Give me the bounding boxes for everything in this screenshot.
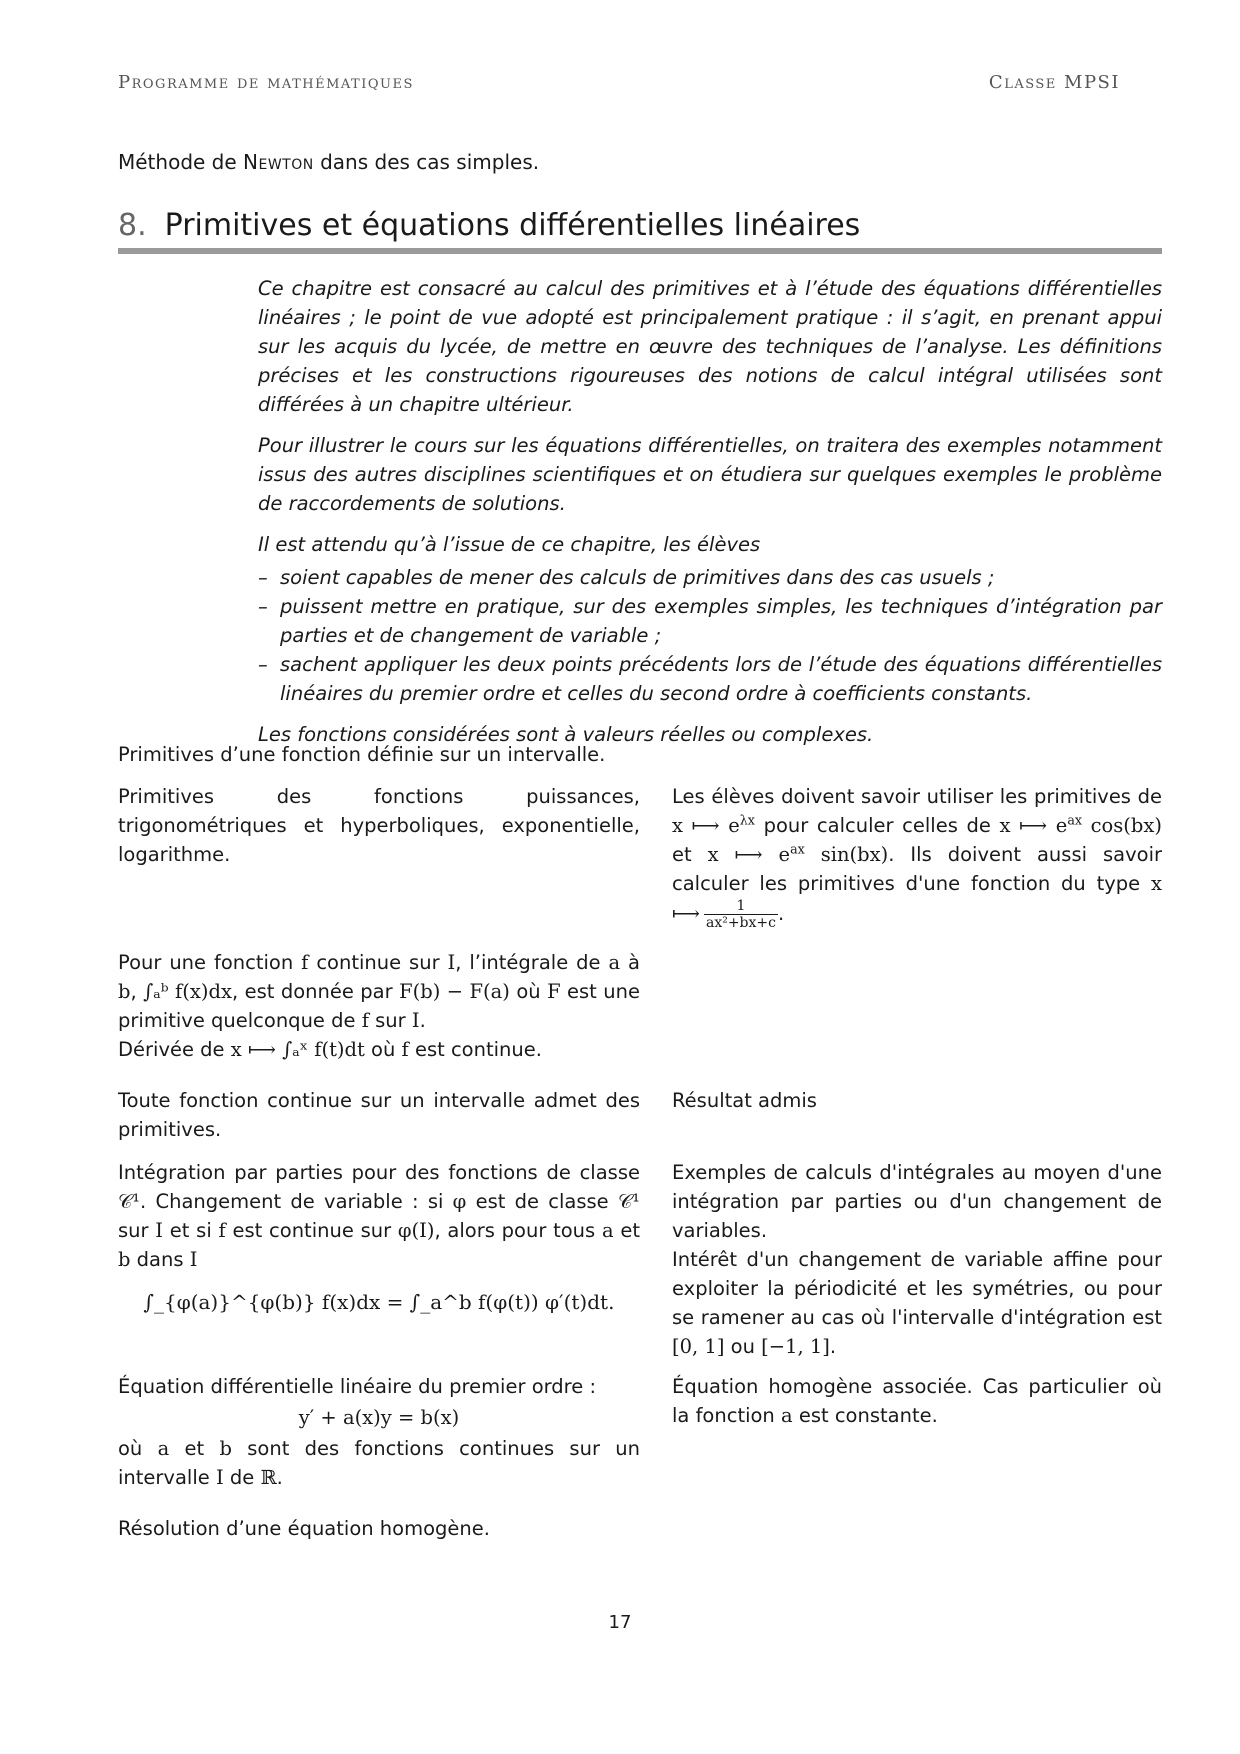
formula: 𝒞¹ xyxy=(118,1190,141,1213)
formula: b xyxy=(118,980,131,1003)
formula: a xyxy=(781,1404,793,1427)
text: où xyxy=(118,1437,158,1460)
text: , l’intégrale de xyxy=(455,951,609,974)
text: Pour une fonction xyxy=(118,951,302,974)
formula: f xyxy=(218,1219,226,1242)
formula: 𝒞¹ xyxy=(617,1190,640,1213)
page-number: 17 xyxy=(608,1612,632,1633)
formula: I xyxy=(189,1248,198,1271)
formula: f xyxy=(301,951,309,974)
formula: x ⟼ ∫ₐˣ f(t)dt xyxy=(230,1038,365,1061)
formula: [0, 1] xyxy=(672,1335,725,1358)
text: est de classe xyxy=(466,1190,618,1213)
formula: x ⟼ e xyxy=(672,814,740,837)
text: est continue. xyxy=(408,1038,542,1061)
intro-paragraph-2: Pour illustrer le cours sur les équations différentielles, on traitera des exemples notamment issus des autres disciplines scientifiques et on étudiera sur quelques exemples le problème de raccordements de solutions. xyxy=(258,434,1162,515)
text: est continue sur xyxy=(225,1219,398,1242)
lead-text-after: dans des cas simples. xyxy=(313,150,540,174)
lead-name-newton: Newton xyxy=(243,150,314,174)
text-block xyxy=(118,1434,640,1492)
text: continue sur xyxy=(308,951,448,974)
text: et xyxy=(169,1437,220,1460)
formula: cos(bx) xyxy=(1082,814,1163,837)
section-title xyxy=(118,208,860,243)
formula: [−1, 1] xyxy=(761,1335,830,1358)
formula: f xyxy=(361,1009,369,1032)
text: et xyxy=(613,1219,641,1242)
text: , est donnée par xyxy=(231,980,400,1003)
intro-objectives-list xyxy=(258,563,1162,708)
formula: a xyxy=(601,1219,614,1242)
formula: sin(bx) xyxy=(804,843,889,866)
formula-exponent: ax xyxy=(1067,812,1082,828)
list-item: – soient capables de mener des calculs de primitives dans des cas usuels ; xyxy=(258,563,1162,592)
formula: ℝ xyxy=(260,1466,277,1489)
text: Dérivée de xyxy=(118,1038,231,1061)
row-continuous-primitive-right: Résultat admis xyxy=(672,1089,817,1112)
formula: x ⟼ xyxy=(672,872,1162,925)
intro-paragraph-3: Il est attendu qu’à l’issue de ce chapitre, les élèves xyxy=(258,533,761,556)
text: où xyxy=(364,1038,402,1061)
list-item: – puissent mettre en pratique, sur des exemples simples, les techniques d’intégration par parties et de changement de variable ; xyxy=(258,592,1162,650)
text: où xyxy=(509,980,548,1003)
section-number: 8. xyxy=(118,208,147,243)
text: . Changement de variable : si xyxy=(140,1190,453,1213)
text: et si xyxy=(163,1219,219,1242)
formula: x ⟼ e xyxy=(707,843,791,866)
text: de xyxy=(223,1466,261,1489)
section-title-text: Primitives et équations différentielles linéaires xyxy=(164,208,861,243)
row-homogeneous-resolution-left: Résolution d’une équation homogène. xyxy=(118,1517,490,1540)
fraction-numerator: 1 xyxy=(704,898,778,915)
text: Intégration par parties pour des fonctions de classe xyxy=(118,1161,640,1184)
text: . xyxy=(419,1009,426,1032)
fraction-denominator: ax²+bx+c xyxy=(705,915,776,931)
text: est une primitive quelconque de xyxy=(118,980,640,1032)
running-header-right: Classe MPSI xyxy=(988,72,1120,93)
row-integration-by-parts-right xyxy=(672,1158,1162,1361)
formula: I xyxy=(215,1466,224,1489)
text: à xyxy=(620,951,641,974)
text: . xyxy=(276,1466,283,1489)
text: ou xyxy=(724,1335,762,1358)
text: sur xyxy=(368,1009,412,1032)
formula: F(b) − F(a) xyxy=(399,980,510,1003)
formula: φ xyxy=(452,1190,467,1213)
text: , alors pour tous xyxy=(434,1219,602,1242)
formula: I xyxy=(447,951,456,974)
change-of-variable-formula: ∫_{φ(a)}^{φ(b)} f(x)dx = ∫_a^b f(φ(t)) φ′(t)dt. xyxy=(143,1290,615,1314)
first-order-equation-formula: y′ + a(x)y = b(x) xyxy=(298,1406,460,1429)
fraction xyxy=(704,898,778,931)
running-header-left: Programme de mathématiques xyxy=(118,72,414,93)
row-primitives-usual-left: Primitives des fonctions puissances, trigonométriques et hyperboliques, exponentielle, logarithme. xyxy=(118,785,640,866)
text: sur xyxy=(118,1219,156,1242)
formula: a xyxy=(157,1437,170,1460)
text: dans xyxy=(130,1248,190,1271)
text: sont des fonctions continues sur un intervalle xyxy=(118,1437,640,1489)
text: et xyxy=(672,843,708,866)
formula: I xyxy=(411,1009,420,1032)
row-continuous-primitive-left: Toute fonction continue sur un intervalle admet des primitives. xyxy=(118,1089,640,1141)
row-primitives-usual-right xyxy=(672,782,1162,931)
text: Équation homogène associée. Cas particulier où la fonction xyxy=(672,1375,1162,1427)
row-primitives-heading: Primitives d’une fonction définie sur un intervalle. xyxy=(118,743,606,766)
text: pour calculer celles de xyxy=(754,814,1000,837)
text: . xyxy=(777,902,785,925)
row-first-order-equation-left xyxy=(118,1372,640,1492)
text: , xyxy=(130,980,144,1003)
formula-exponent: λx xyxy=(739,812,755,828)
chapter-intro xyxy=(258,274,1162,761)
formula: f xyxy=(401,1038,409,1061)
text: Les élèves doivent savoir utiliser les primitives de xyxy=(672,785,1162,808)
text: . Ils doivent aussi savoir calculer les primitives d'une fonction du type xyxy=(672,843,1163,895)
section-rule xyxy=(118,248,1162,254)
text: . xyxy=(829,1335,837,1358)
text: Équation différentielle linéaire du premier ordre : xyxy=(118,1375,597,1398)
intro-paragraph-4: Les fonctions considérées sont à valeurs réelles ou complexes. xyxy=(258,723,874,746)
formula: a xyxy=(608,951,621,974)
formula: b xyxy=(219,1437,232,1460)
formula: I xyxy=(155,1219,163,1242)
row-integral-definition-left xyxy=(118,948,640,1064)
formula: x ⟼ e xyxy=(999,814,1068,837)
formula: ∫ₐᵇ f(x)dx xyxy=(143,980,232,1003)
formula: b xyxy=(118,1248,131,1271)
row-first-order-equation-right xyxy=(672,1372,1162,1430)
text: Exemples de calculs d'intégrales au moyen d'une intégration par parties ou d'un changement de variables. xyxy=(672,1161,1162,1242)
lead-line xyxy=(118,150,539,174)
lead-text-before: Méthode de xyxy=(118,150,244,174)
formula: φ(I) xyxy=(397,1219,435,1242)
list-item: – sachent appliquer les deux points précédents lors de l’étude des équations différentielles linéaires du premier ordre et celles du second ordre à coefficients constants. xyxy=(258,650,1162,708)
formula: F xyxy=(547,980,561,1003)
text: est constante. xyxy=(792,1404,938,1427)
formula-exponent: ax xyxy=(790,841,805,857)
row-integration-by-parts-left xyxy=(118,1158,640,1317)
intro-paragraph-1: Ce chapitre est consacré au calcul des primitives et à l’étude des équations différentielles linéaires ; le point de vue adopté est principalement pratique : il s’agit, en prenant appui sur les acquis du lycée, de mettre en œuvre des techniques de l’analyse. Les définitions précises et les constructions rigoureuses des notions de calcul intégral utilisées sont différées à un chapitre ultérieur. xyxy=(258,277,1162,416)
text-block xyxy=(672,1245,1162,1361)
text: Intérêt d'un changement de variable affine pour exploiter la périodicité et les symétries, ou pour se ramener au cas où l'intervalle d'intégration est xyxy=(672,1248,1162,1329)
